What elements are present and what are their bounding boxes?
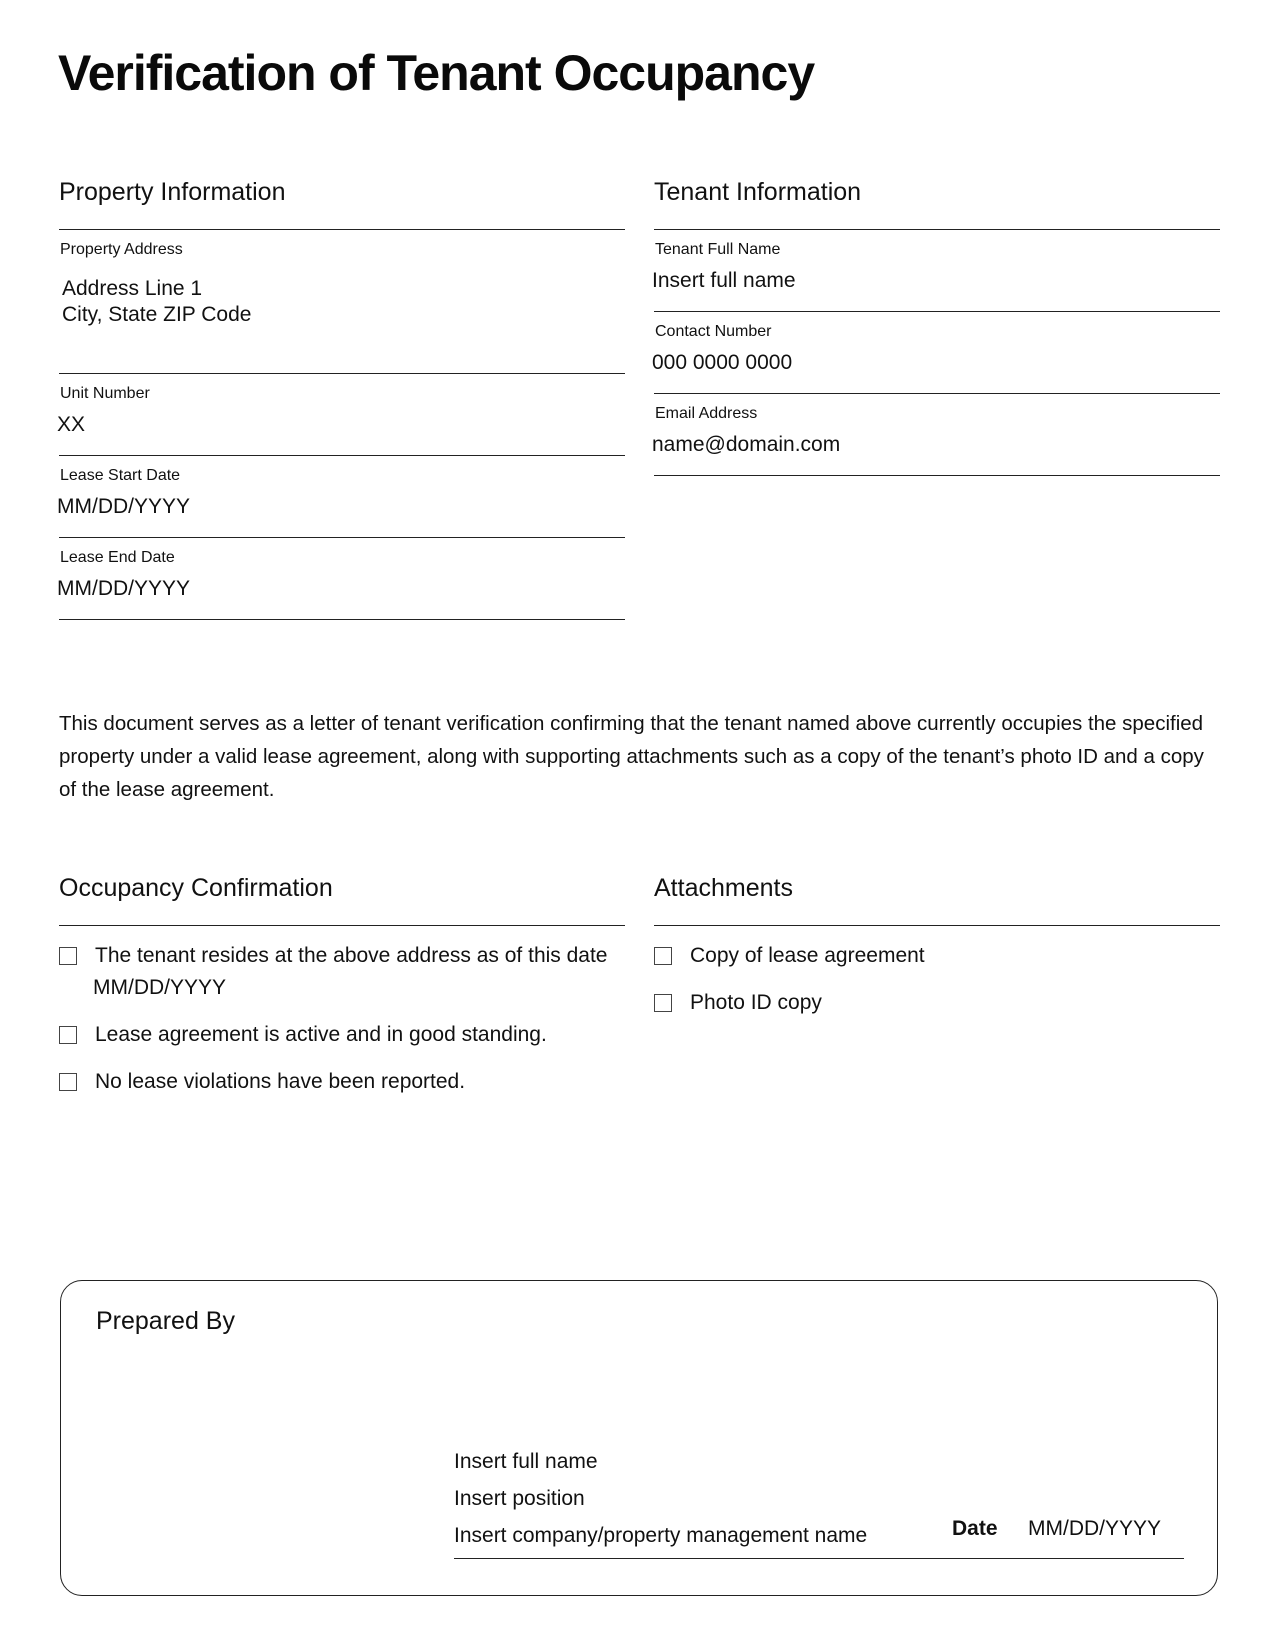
address-line-1: Address Line 1: [62, 277, 203, 300]
verification-statement: This document serves as a letter of tenant verification confirming that the tenant named above currently occupies the specified property under a valid lease agreement, along with supporting attachments such as a copy of the tenant’s photo ID and a copy of the lease agreement.: [59, 712, 1204, 801]
occupancy-item-no-violations[interactable]: [59, 1066, 625, 1098]
preparer-details: [454, 1443, 867, 1554]
occupancy-item-text: No lease violations have been reported.: [95, 1070, 466, 1093]
occupancy-item-text: The tenant resides at the above address as of this date: [95, 944, 608, 967]
unit-number-field[interactable]: [59, 374, 625, 456]
lease-end-date-value[interactable]: MM/DD/YYYY: [57, 577, 191, 600]
preparer-company[interactable]: Insert company/property management name: [454, 1524, 868, 1547]
occupancy-checklist: [59, 926, 625, 1098]
occupancy-item-lease-active[interactable]: [59, 1019, 625, 1051]
checkbox[interactable]: [59, 1026, 77, 1044]
occupancy-confirmation-heading: Occupancy Confirmation: [59, 860, 625, 926]
occupancy-confirmation-section: [59, 860, 625, 1113]
signature-line: [454, 1558, 1184, 1559]
address-line-2: City, State ZIP Code: [62, 303, 252, 326]
property-address-field[interactable]: [59, 230, 625, 374]
prepared-by-box: [60, 1280, 1218, 1596]
prepared-date-label: Date: [952, 1517, 998, 1540]
email-address-field[interactable]: [654, 394, 1220, 476]
tenant-information-section: [654, 164, 1220, 476]
lease-start-date-label: Lease Start Date: [60, 467, 181, 484]
attachment-item-text: Copy of lease agreement: [690, 944, 925, 967]
attachments-checklist: [654, 926, 1220, 1019]
checkbox[interactable]: [59, 947, 77, 965]
property-address-label: Property Address: [60, 241, 183, 258]
property-information-section: [59, 164, 625, 620]
email-address-label: Email Address: [655, 405, 758, 422]
page-title: Verification of Tenant Occupancy: [58, 45, 815, 101]
preparer-position[interactable]: Insert position: [454, 1487, 585, 1510]
contact-number-label: Contact Number: [655, 323, 772, 340]
lease-end-date-label: Lease End Date: [60, 549, 175, 566]
property-address-value[interactable]: [62, 276, 251, 328]
contact-number-value[interactable]: 000 0000 0000: [652, 351, 793, 374]
property-information-heading: Property Information: [59, 164, 625, 230]
occupancy-item-date[interactable]: MM/DD/YYYY: [93, 976, 227, 999]
attachment-item-photo-id[interactable]: [654, 987, 1220, 1019]
checkbox[interactable]: [654, 994, 672, 1012]
unit-number-value[interactable]: XX: [57, 413, 86, 436]
attachments-heading: Attachments: [654, 860, 1220, 926]
attachments-section: [654, 860, 1220, 1034]
email-address-value[interactable]: name@domain.com: [652, 433, 841, 456]
occupancy-item-resides[interactable]: [59, 940, 625, 1004]
tenant-full-name-value[interactable]: Insert full name: [652, 269, 796, 292]
attachment-item-lease-copy[interactable]: [654, 940, 1220, 972]
checkbox[interactable]: [59, 1073, 77, 1091]
lease-end-date-field[interactable]: [59, 538, 625, 620]
prepared-date-value[interactable]: MM/DD/YYYY: [1028, 1517, 1162, 1540]
occupancy-item-text: Lease agreement is active and in good standing.: [95, 1023, 547, 1046]
tenant-full-name-field[interactable]: [654, 230, 1220, 312]
lease-start-date-field[interactable]: [59, 456, 625, 538]
tenant-information-heading: Tenant Information: [654, 164, 1220, 230]
tenant-full-name-label: Tenant Full Name: [655, 241, 781, 258]
preparer-name[interactable]: Insert full name: [454, 1450, 598, 1473]
prepared-by-heading: Prepared By: [96, 1307, 235, 1335]
contact-number-field[interactable]: [654, 312, 1220, 394]
lease-start-date-value[interactable]: MM/DD/YYYY: [57, 495, 191, 518]
attachment-item-text: Photo ID copy: [690, 991, 822, 1014]
unit-number-label: Unit Number: [60, 385, 150, 402]
checkbox[interactable]: [654, 947, 672, 965]
